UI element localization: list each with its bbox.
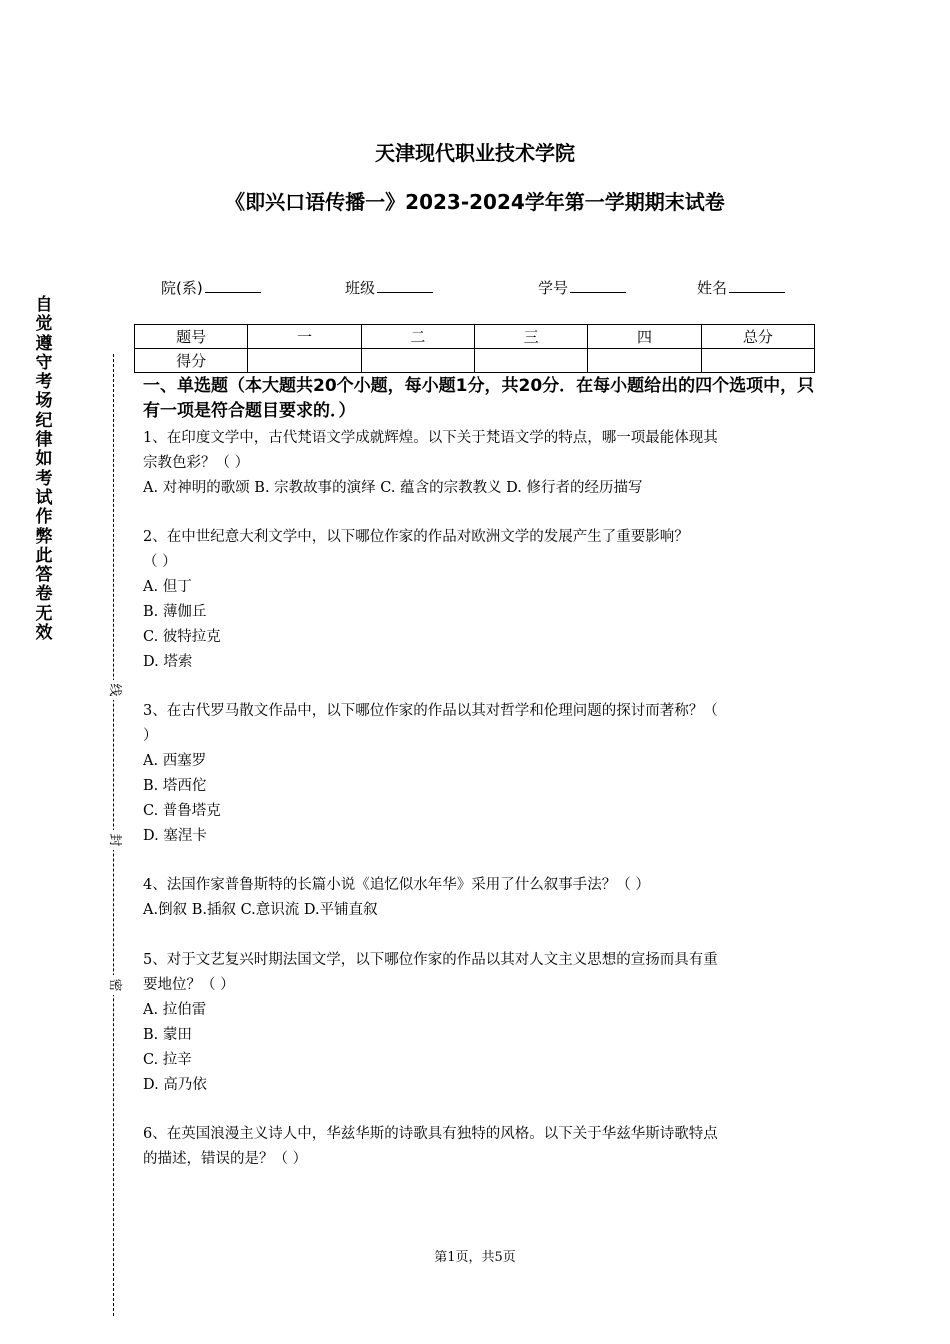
question-options: A. 对神明的歌颂 B. 宗教故事的演绎 C. 蕴含的宗教教义 D. 修行者的经历描写 — [143, 480, 643, 496]
question-text: 宗教色彩？（ ） — [143, 455, 250, 471]
option-item: D. 塞涅卡 — [143, 828, 207, 844]
score-cell[interactable] — [588, 349, 701, 373]
class-field[interactable] — [345, 276, 433, 298]
score-table-header: 三 — [474, 325, 587, 349]
binding-label-seal: 封 — [104, 830, 124, 850]
score-cell[interactable] — [474, 349, 587, 373]
score-table-header: 四 — [588, 325, 701, 349]
student-id-label: 学号 — [538, 279, 569, 297]
question-options: A.倒叙 B.插叙 C.意识流 D.平铺直叙 — [143, 902, 378, 918]
question-text: 的描述，错误的是？（ ） — [143, 1151, 308, 1167]
option-item: C. 普鲁塔克 — [143, 803, 221, 819]
score-table-header: 总分 — [701, 325, 814, 349]
score-label: 得分 — [135, 349, 248, 373]
score-table — [134, 324, 815, 373]
option-item: D. 塔索 — [143, 654, 193, 670]
question-text: 2、在中世纪意大利文学中，以下哪位作家的作品对欧洲文学的发展产生了重要影响？ — [143, 529, 689, 545]
binding-label-secret: 密 — [104, 975, 124, 995]
question-text: 6、在英国浪漫主义诗人中，华兹华斯的诗歌具有独特的风格。以下关于华兹华斯诗歌特点 — [143, 1126, 718, 1142]
option-item: A. 西塞罗 — [143, 753, 207, 769]
exam-title: 《即兴口语传播一》2023-2024学年第一学期期末试卷 — [225, 190, 725, 214]
score-cell[interactable] — [361, 349, 474, 373]
name-label: 姓名 — [697, 279, 728, 297]
name-field[interactable] — [697, 276, 785, 298]
score-cell[interactable] — [248, 349, 361, 373]
score-table-header: 一 — [248, 325, 361, 349]
option-item: B. 蒙田 — [143, 1027, 192, 1043]
question-text: （ ） — [143, 554, 177, 570]
question-text: 3、在古代罗马散文作品中，以下哪位作家的作品以其对哲学和伦理问题的探讨而著称？（ — [143, 703, 718, 719]
score-cell[interactable] — [701, 349, 814, 373]
department-label: 院(系) — [161, 279, 203, 297]
department-field[interactable] — [161, 276, 261, 298]
option-item: A. 但丁 — [143, 579, 192, 595]
option-item: C. 拉辛 — [143, 1052, 192, 1068]
score-table-header: 二 — [361, 325, 474, 349]
student-info-row — [0, 276, 950, 298]
student-id-field[interactable] — [538, 276, 626, 298]
option-item: B. 薄伽丘 — [143, 604, 207, 620]
question-text: 1、在印度文学中，古代梵语文学成就辉煌。以下关于梵语文学的特点，哪一项最能体现其 — [143, 430, 718, 446]
option-item: D. 高乃依 — [143, 1077, 207, 1093]
question-text: 要地位？（ ） — [143, 977, 235, 993]
school-title: 天津现代职业技术学院 — [375, 141, 575, 165]
binding-label-line: 线 — [104, 680, 124, 700]
option-item: A. 拉伯雷 — [143, 1002, 207, 1018]
option-item: C. 彼特拉克 — [143, 629, 221, 645]
question-text: ） — [143, 728, 158, 744]
exam-discipline-notice: 自觉遵守考场纪律如考试作弊此答卷无效 — [35, 295, 53, 644]
score-table-score-row — [135, 349, 815, 373]
page-number: 第1页，共5页 — [434, 1250, 516, 1265]
score-table-header-row — [135, 325, 815, 349]
option-item: B. 塔西佗 — [143, 778, 207, 794]
section-heading: 一、单选题（本大题共20个小题，每小题1分，共20分．在每小题给出的四个选项中，只有一项是符合题目要求的．） — [143, 376, 815, 421]
question-text: 5、对于文艺复兴时期法国文学，以下哪位作家的作品以其对人文主义思想的宣扬而具有重 — [143, 952, 718, 968]
question-text: 4、法国作家普鲁斯特的长篇小说《追忆似水年华》采用了什么叙事手法？（ ） — [143, 877, 650, 893]
class-label: 班级 — [345, 279, 376, 297]
score-table-header: 题号 — [135, 325, 248, 349]
